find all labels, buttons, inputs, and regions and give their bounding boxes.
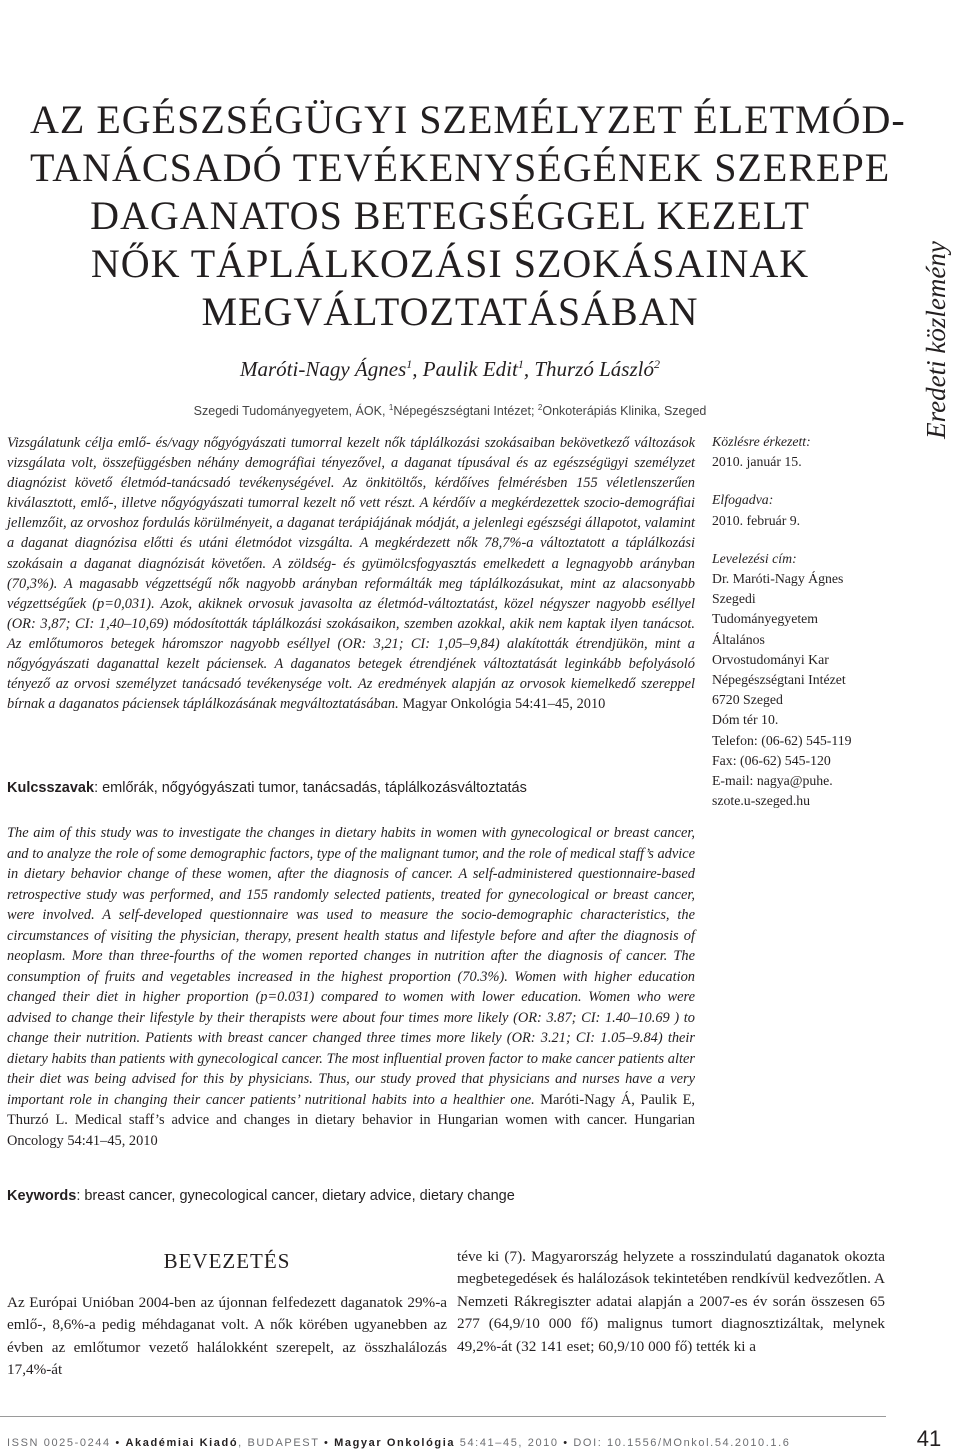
author-name: Paulik Edit xyxy=(422,357,518,381)
received-date: 2010. január 15. xyxy=(712,454,802,470)
accepted-label: Elfogadva: xyxy=(712,492,774,508)
correspondence-line: Tudományegyetem xyxy=(712,611,819,627)
page-number: 41 xyxy=(916,1426,942,1451)
footer-bullet: • xyxy=(563,1437,569,1449)
correspondence-line: Dr. Maróti-Nagy Ágnes xyxy=(712,571,844,587)
correspondence-fax: Fax: (06-62) 545-120 xyxy=(712,752,831,768)
correspondence-line: Orvostudományi Kar xyxy=(712,651,829,667)
author-affiliation-mark: 1 xyxy=(406,357,413,371)
affiliation-mark: 1 xyxy=(388,403,394,412)
affiliation xyxy=(40,398,860,421)
footer-doi: DOI: 10.1556/MOnkol.54.2010.1.6 xyxy=(573,1437,791,1449)
body-text-column-left: Az Európai Unióban 2004-ben az újonnan felfedezett daganatok 29%-a emlő-, 8,6%-a pedig méhdaganat volt. A nők körében ugyanebben az évben az emlőtumor vezető halálokként szerepelt, az összhalálozás 17,4%-át xyxy=(7,1294,447,1379)
correspondence-email: E-mail: nagya@puhe. xyxy=(712,773,833,789)
correspondence-line: Szegedi xyxy=(712,591,756,607)
keywords-english-text: : breast cancer, gynecological cancer, dietary advice, dietary change xyxy=(76,1188,515,1204)
abstract-hungarian-text: Vizsgálatunk célja emlő- és/vagy nőgyógyászati tumorral kezelt nők táplálkozási szokásaiban bekövetkező változások vizsgálata volt, összefüggésben néhány demográfiai tényezővel, a daganat típusával és az egészségügyi személyzet diagnózist követő életmód-tanácsadó tevékenységével. Az önkitöltős, kérdőíves felmérésben 155 véletlenszerűen kiválasztott, emlő-, illetve nőgyógyászati tumorral kezelt nő vett részt. A kérdőív a megkérdezettek szocio-demográfiai jellemzőit, az orvoshoz fordulás körülményeit, a daganat terápiájának módját, a jelenlegi egészségi állapotot, valamint a daganat diagnózisa előtti és utáni életmódot vizsgálta. A megkérdezett nők 78,7%-a változtatott a táplálkozási szokásain a daganat diagnózisát követően. A zöldség- és gyümölcsfogyasztás emelkedett a legnagyobb arányban (70,3%). A magasabb végzettségű nők nagyobb arányban reformálták meg táplálkozásukat, mint az alacsonyabb végzettségűek (p=0,031). Azok, akiknek orvosuk javasolta az életmód-változtatást, közel négyszer nagyobb eséllyel (OR: 3,87; CI: 1,40–10,69) módosították táplálkozási szokásaikon, szemben azokkal, akik nem kaptak ilyen tanácsot. Az emlőtumoros betegek háromszor nagyobb eséllyel (OR: 3,21; CI: 1,05–9,84) alakították étrendjükön, mint a nőgyógyászati daganattal kezelt páciensek. A daganatos betegek étrendjének változtatását leginkább befolyásoló tényező az orvosi személyzet tanácsadó tevékenysége volt. Az eredmények alapján az orvosok kiemelkedő szereppel bírnak a daganatos páciensek táplálkozásának megváltoztatásában. xyxy=(7,435,695,713)
author-list xyxy=(40,350,860,383)
title-line: NŐK TÁPLÁLKOZÁSI SZOKÁSAINAK xyxy=(90,241,810,286)
footer-publisher: Akadémiai Kiadó xyxy=(125,1437,239,1449)
title-line: AZ EGÉSZSÉGÜGYI SZEMÉLYZET ÉLETMÓD- xyxy=(30,97,906,142)
page-footer xyxy=(7,1436,897,1450)
affiliation-prefix: Szegedi Tudományegyetem, ÁOK, xyxy=(193,404,389,419)
footer-issn: ISSN 0025-0244 xyxy=(7,1437,111,1449)
abstract-english xyxy=(7,823,695,1151)
keywords-hungarian-label: Kulcsszavak xyxy=(7,780,95,796)
author-separator: , xyxy=(523,357,535,381)
affiliation-mark: 2 xyxy=(537,403,543,412)
title-line: TANÁCSADÓ TEVÉKENYSÉGÉNEK SZEREPE xyxy=(30,145,891,190)
section-heading-introduction: BEVEZETÉS xyxy=(163,1249,291,1273)
correspondence-phone: Telefon: (06-62) 545-119 xyxy=(712,732,852,748)
author-affiliation-mark: 1 xyxy=(517,357,524,371)
footer-divider xyxy=(0,1416,886,1417)
correspondence-label: Levelezési cím: xyxy=(712,550,797,566)
correspondence-line: Népegészségtani Intézet xyxy=(712,672,846,688)
correspondence-email: szote.u-szeged.hu xyxy=(712,793,811,809)
received-label: Közlésre érkezett: xyxy=(712,434,811,449)
author-name: Thurzó László xyxy=(534,357,654,381)
abstract-english-citation: Maróti-Nagy Á, Paulik E, Thurzó L. Medical staff’s advice and changes in dietary behavior in Hungarian women with cancer. Hungarian Oncology 54:41–45, 2010 xyxy=(7,1091,695,1149)
accepted-date: 2010. február 9. xyxy=(712,512,801,528)
abstract-english-text: The aim of this study was to investigate the changes in dietary habits in women with gynecological or breast cancer, and to analyze the role of some demographic factors, type of the malignant tumor, and the role of medical staff’s advice in dietary behavior change of these women, after the diagnosis of cancer. A self-administered questionnaire-based retrospective study was performed, and 155 randomly selected patients, treated for gynecological or breast cancer, were involved. A self-developed questionnaire was used to measure the socio-demographic characteristics, the circumstances of visiting the physician, therapy, present health status and lifestyle before and after the diagnosis of neoplasm. More than three-fourths of the women reported changes in nutrition after the diagnosis of cancer. The consumption of fruits and vegetables increased in the highest proportion (70.3%). Women with higher education changed their diet in higher proportion (p=0.031) compared to women with lower education. Women who were advised to change their lifestyle by their therapists were about four times more likely (OR: 3.87; CI: 1.40–10.69 ) to change their nutrition. Patients with breast cancer changed three times more likely (OR: 3.21; CI: 1.05–9.84) their dietary habits than patients with gynecological cancer. The most influential proven factor to make cancer patients alter their diet was being advised for this by physicians. Thus, our study proved that physicians and nurses have a very important role in changing their cancer patients’ nutritional habits into a healthier one. xyxy=(7,825,695,1108)
body-text-column-right: téve ki (7). Magyarország helyzete a rosszindulatú daganatok okozta megbetegedések és halálozások tekintetében rendkívül kedvezőtlen. A Nemzeti Rákregiszter adatai alapján a 2007-es év során összesen 65 277 (64,9/10 000 fő) malignus tumort diagnosztizáltak, melynek 49,2%-át (32 141 eset; 60,9/10 000 fő) tették ki a xyxy=(457,1248,885,1355)
section-label: Eredeti közlemény xyxy=(921,241,951,439)
affiliation-institute: Népegészségtani Intézet; xyxy=(393,404,538,419)
correspondence-line: Általános xyxy=(712,631,765,647)
abstract-hungarian-citation: Magyar Onkológia 54:41–45, 2010 xyxy=(402,696,606,713)
keywords-hungarian-text: : emlőrák, nőgyógyászati tumor, tanácsadás, táplálkozásváltoztatás xyxy=(94,780,527,796)
keywords-hungarian xyxy=(7,778,695,798)
title-line: DAGANATOS BETEGSÉGGEL KEZELT xyxy=(90,193,810,238)
correspondence-line: Dóm tér 10. xyxy=(712,712,779,728)
article-info-sidebar xyxy=(712,432,897,811)
author-affiliation-mark: 2 xyxy=(653,357,660,371)
article-title xyxy=(30,96,906,336)
footer-city: , BUDAPEST xyxy=(238,1437,320,1449)
abstract-hungarian xyxy=(7,433,695,714)
title-line: MEGVÁLTOZTATÁSÁBAN xyxy=(201,289,699,334)
affiliation-institute: Onkoterápiás Klinika, Szeged xyxy=(542,404,707,419)
footer-bullet: • xyxy=(324,1437,330,1449)
author-separator: , xyxy=(412,357,423,381)
keywords-english-label: Keywords xyxy=(7,1188,77,1204)
keywords-english xyxy=(7,1186,767,1206)
footer-journal: Magyar Onkológia xyxy=(334,1437,456,1449)
correspondence-line: 6720 Szeged xyxy=(712,692,783,708)
footer-bullet: • xyxy=(115,1437,121,1449)
author-name: Maróti-Nagy Ágnes xyxy=(240,357,407,381)
footer-volume: 54:41–45, 2010 xyxy=(459,1437,559,1449)
section-label-container xyxy=(910,240,956,440)
